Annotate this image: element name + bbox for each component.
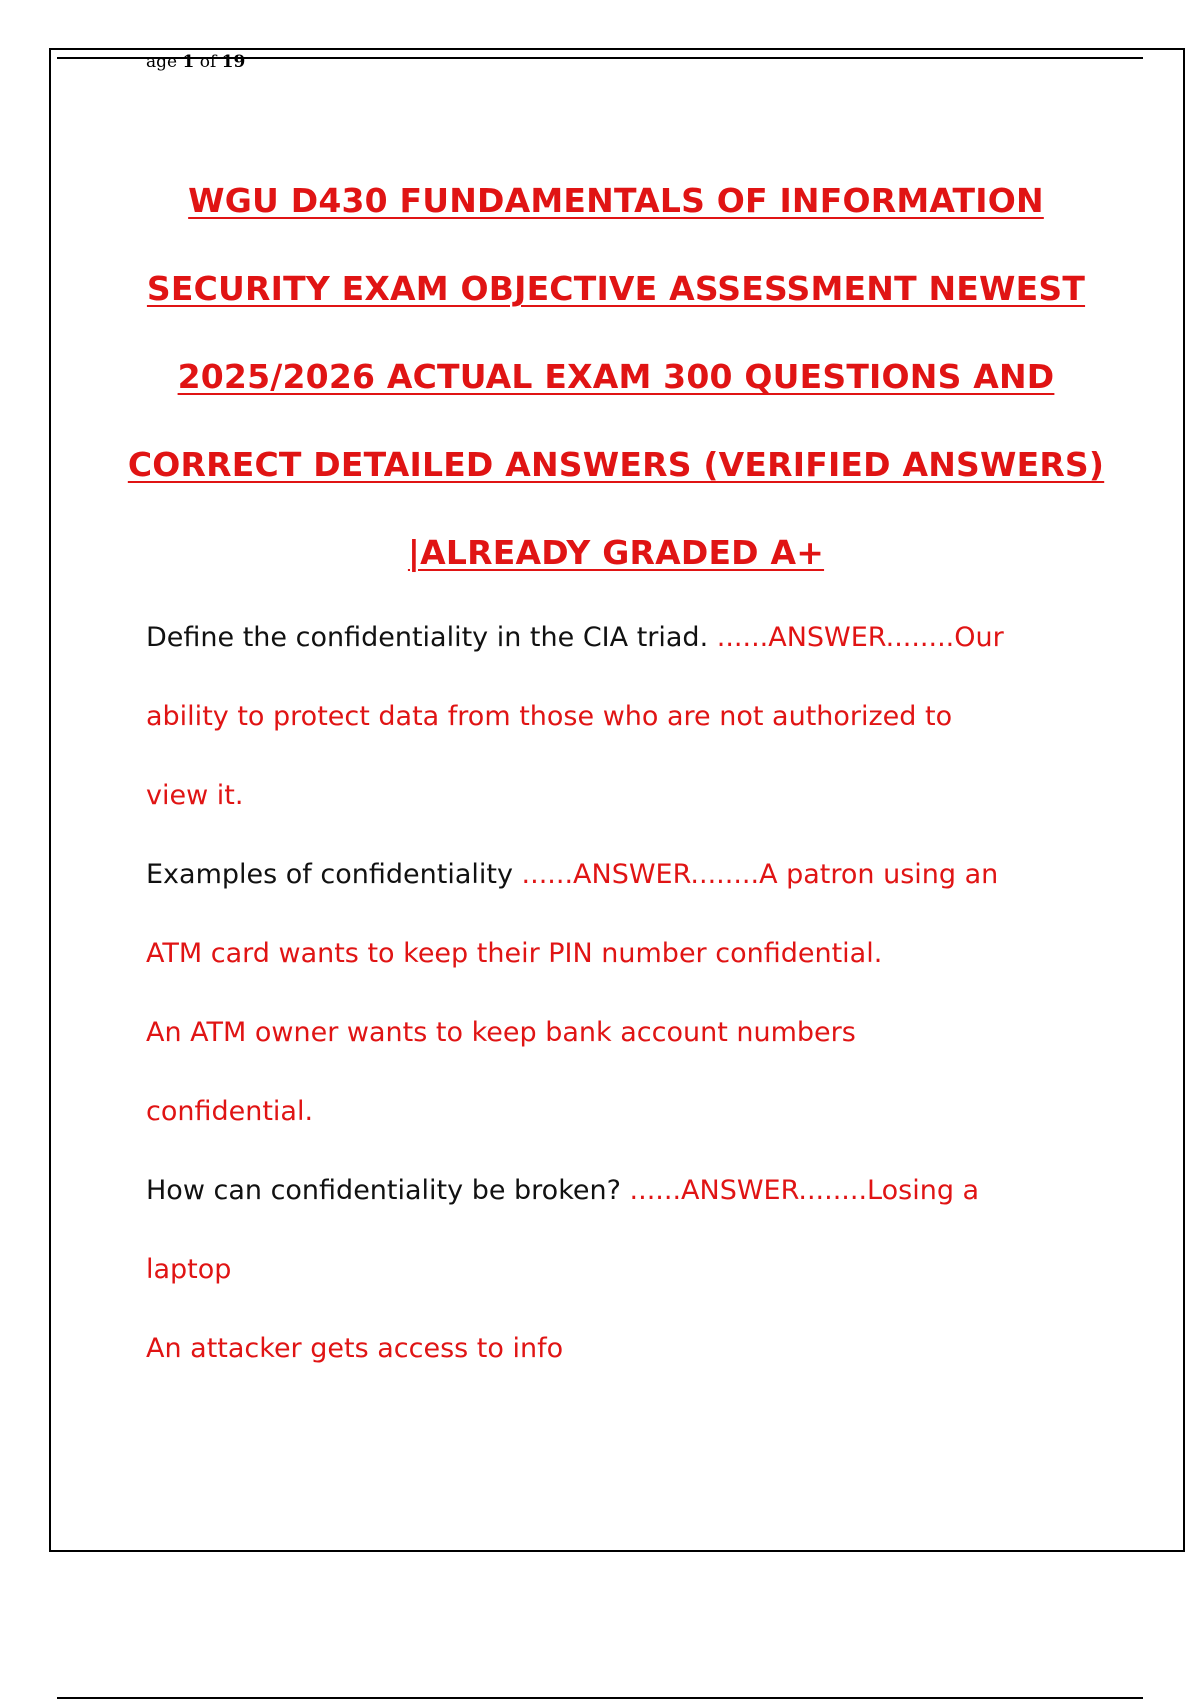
answer-marker: ......ANSWER........ — [716, 622, 955, 653]
document-title — [100, 157, 1132, 597]
question-text: Define the confidentiality in the CIA triad. — [146, 622, 709, 653]
title-line: |ALREADY GRADED A+ — [407, 533, 825, 572]
qa-item-confidentiality-broken — [146, 1151, 1106, 1388]
answer-line: ATM card wants to keep their PIN number confidential. — [146, 938, 883, 969]
question-text: Examples of confidentiality — [146, 859, 513, 890]
answer-line: An attacker gets access to info — [146, 1333, 564, 1364]
page-number — [146, 52, 245, 72]
title-line: SECURITY EXAM OBJECTIVE ASSESSMENT NEWEST — [146, 269, 1086, 308]
qa-item-confidentiality-definition — [146, 598, 1106, 835]
answer-line: confidential. — [146, 1096, 314, 1127]
answer-text: Our — [954, 622, 1004, 653]
answer-line: ability to protect data from those who are not authorized to — [146, 701, 953, 732]
answer-line: laptop — [146, 1254, 232, 1285]
answer-line: view it. — [146, 780, 244, 811]
title-line: CORRECT DETAILED ANSWERS (VERIFIED ANSWERS) — [127, 445, 1105, 484]
answer-marker: ......ANSWER........ — [521, 859, 760, 890]
answer-text: Losing a — [867, 1175, 980, 1206]
page-total: 19 — [221, 52, 246, 72]
answer-marker: ......ANSWER........ — [629, 1175, 868, 1206]
answer-line: An ATM owner wants to keep bank account numbers — [146, 1017, 856, 1048]
bottom-rule — [57, 1697, 1143, 1699]
title-line: 2025/2026 ACTUAL EXAM 300 QUESTIONS AND — [177, 357, 1055, 396]
title-line: WGU D430 FUNDAMENTALS OF INFORMATION — [188, 181, 1044, 220]
answer-text: A patron using an — [759, 859, 999, 890]
question-text: How can confidentiality be broken? — [146, 1175, 621, 1206]
page-current: 1 — [182, 52, 195, 72]
page-prefix: age — [146, 52, 178, 72]
qa-item-confidentiality-examples — [146, 835, 1106, 1151]
page-of: of — [199, 52, 217, 72]
